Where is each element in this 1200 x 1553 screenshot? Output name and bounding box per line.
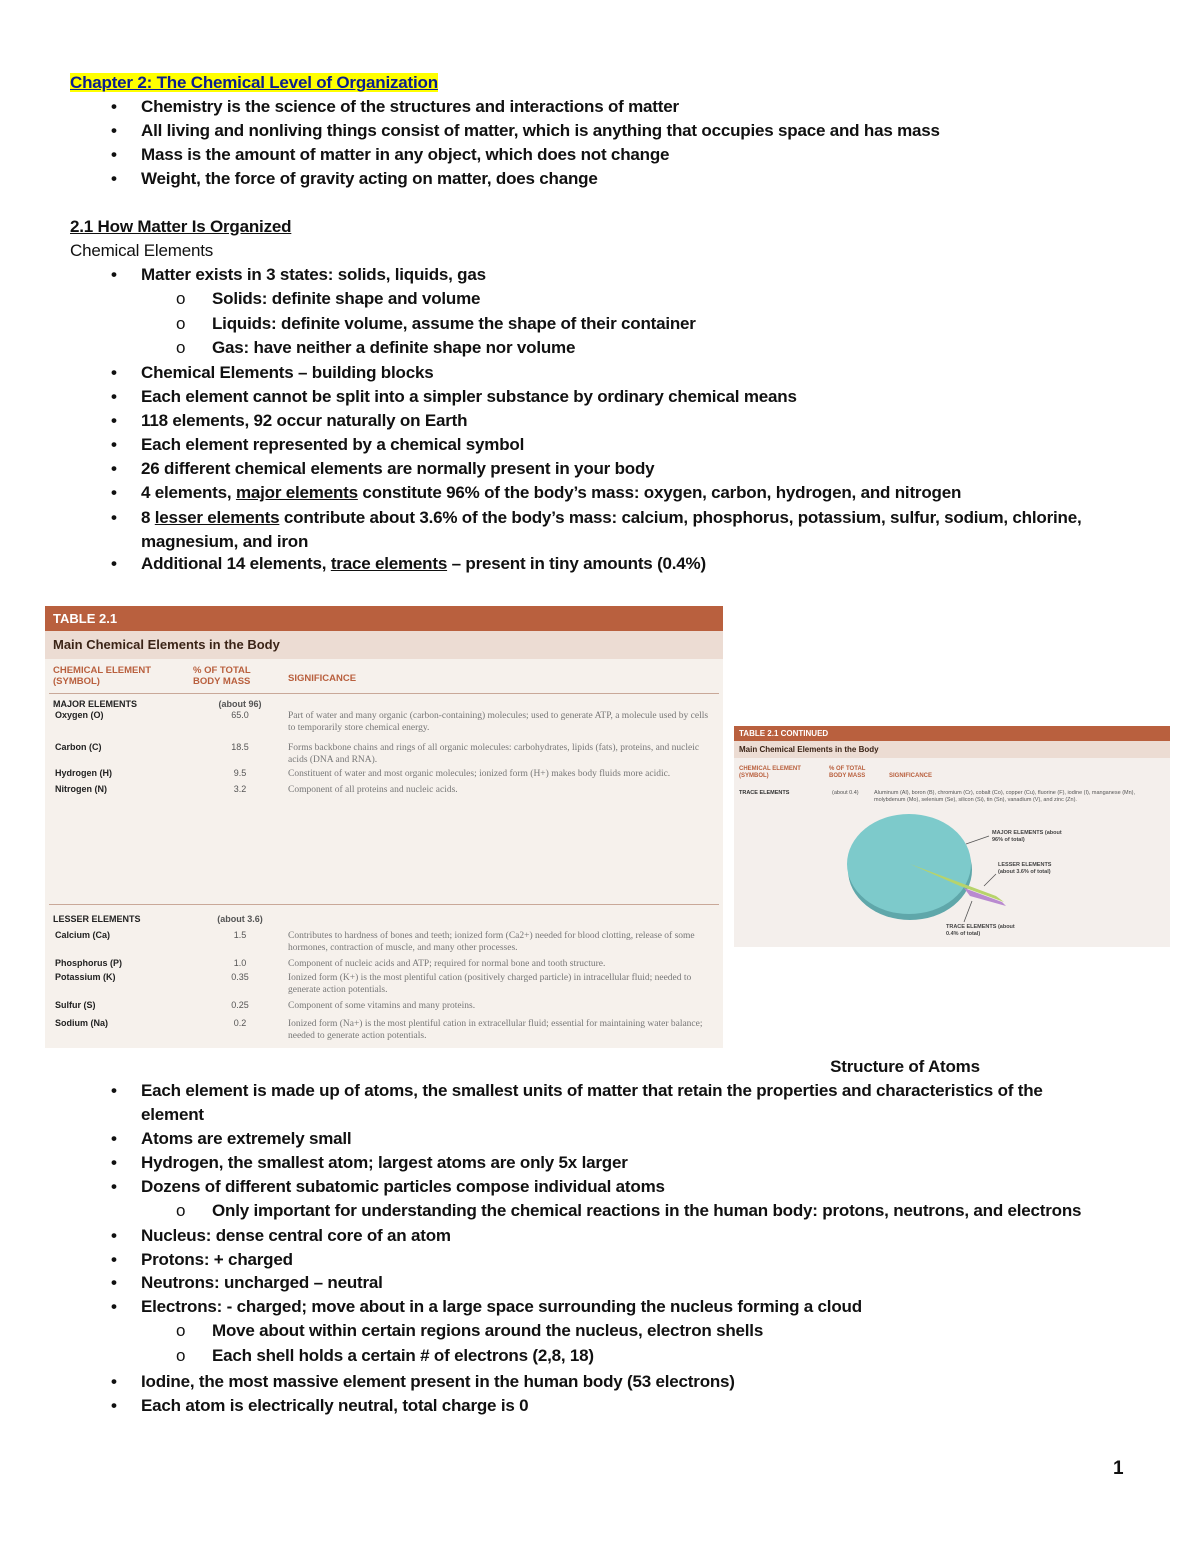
bullet-protons: • Protons: + charged bbox=[141, 1248, 293, 1272]
pie-label-lesser: LESSER ELEMENTS (about 3.6% of total) bbox=[998, 862, 1052, 875]
row-percent: 0.25 bbox=[231, 1000, 249, 1010]
row-significance: Contributes to hardness of bones and teeth; ionized form (Ca2+) needed for blood clotting, release of some hormones, contraction of muscle, and many other processes. bbox=[288, 931, 695, 953]
bullet-cannot-split: • Each element cannot be split into a simpler substance by ordinary chemical means bbox=[141, 385, 797, 409]
row-percent: 18.5 bbox=[231, 742, 249, 752]
table-title: Main Chemical Elements in the Body bbox=[45, 631, 723, 659]
table-continued-title: Main Chemical Elements in the Body bbox=[734, 741, 1170, 758]
bullet-subatomic: • Dozens of different subatomic particles compose individual atoms bbox=[141, 1175, 665, 1199]
table-main-elements: TABLE 2.1 Main Chemical Elements in the Body CHEMICAL ELEMENT (SYMBOL) % OF TOTAL BODY MASS SIGNIFICANCE MAJOR ELEMENTS (about 96) LESSER ELEMENTS (about 3.6) Oxygen (O) 65.0 Part of water and many organic (carbon-containing) molecules; used to generate ATP, a molecule used by cells to temporarily store chemical energy. Carbon (C) 18.5 Forms backbone chains and rings of all organic molecules: carbohydrates, lipids (fats), proteins, and nucleic acids (DNA and RNA). Hydrogen (H) 9.5 Constituent of water and most organic molecules; ionized form (H+) makes body fluids more acidic. Nitrogen (N) 3.2 Component of all proteins and nucleic acids. Calcium (Ca) 1.5 Contributes to hardness of bones and teeth; ionized form (Ca2+) needed for blood clotting, release of some hormones, contraction of muscle, and many other processes. Phosphorus (P) 1.0 Component of nucleic acids and ATP; required for normal bone and tooth structure. Potassium (K) 0.35 Ionized form (K+) is the most plentiful cation (positively charged particle) in intracellular fluid; needed to generate action potentials. Sulfur (S) 0.25 Component of some vitamins and many proteins. Sodium (Na) 0.2 Ionized form (Na+) is the most plentiful cation in extracellular fluid; essential for maintaining water balance; needed to generate action potentials. bbox=[45, 606, 723, 1048]
trace-row-text: Aluminum (Al), boron (B), chromium (Cr), cobalt (Co), copper (Cu), fluorine (F), iodine (I), manganese (Mn), molybdenum (Mo), selenium (Se), silicon (Si), tin (Sn), vanadium (V), and zinc (Zn). bbox=[874, 790, 1136, 803]
row-significance: Part of water and many organic (carbon-containing) molecules; used to generate ATP, a molecule used by cells to temporarily store chemical energy. bbox=[288, 711, 709, 733]
sub-solids: o Solids: definite shape and volume bbox=[212, 287, 480, 311]
row-element: Hydrogen (H) bbox=[55, 768, 112, 778]
leader-trace bbox=[964, 901, 972, 922]
chapter-title: Chapter 2: The Chemical Level of Organization bbox=[70, 73, 438, 92]
bullet-lesser-elements: • 8 lesser elements contribute about 3.6% of the body’s mass: calcium, phosphorus, potassium, sulfur, sodium, chlorine, magnesium, and iron bbox=[141, 506, 1121, 554]
pie-slice-major bbox=[847, 814, 971, 914]
pie-label-major: MAJOR ELEMENTS (about 96% of total) bbox=[992, 830, 1062, 843]
bullet-states: • Matter exists in 3 states: solids, liquids, gas bbox=[141, 263, 486, 287]
table-column-headers bbox=[45, 659, 723, 693]
bullet-neutral: • Each atom is electrically neutral, total charge is 0 bbox=[141, 1394, 528, 1418]
bullet-trace-elements: • Additional 14 elements, trace elements – present in tiny amounts (0.4%) bbox=[141, 552, 706, 576]
col-element-header: CHEMICAL ELEMENT (SYMBOL) bbox=[53, 665, 151, 687]
bullet-hydrogen: • Hydrogen, the smallest atom; largest atoms are only 5x larger bbox=[141, 1151, 628, 1175]
row-significance: Ionized form (K+) is the most plentiful cation (positively charged particle) in intracellular fluid; needed to generate action potentials. bbox=[288, 973, 692, 995]
col-percent-header: % OF TOTAL BODY MASS bbox=[193, 665, 251, 687]
bullet-major-elements: • 4 elements, major elements constitute 96% of the body’s mass: oxygen, carbon, hydrogen, and nitrogen bbox=[141, 481, 961, 505]
col-significance-header: SIGNIFICANCE bbox=[288, 673, 357, 684]
leader-major bbox=[966, 836, 989, 844]
row-significance: Component of all proteins and nucleic acids. bbox=[288, 785, 458, 795]
trace-row-label: TRACE ELEMENTS bbox=[739, 790, 790, 796]
bullet-building-blocks: • Chemical Elements – building blocks bbox=[141, 361, 433, 385]
col-element-header: CHEMICAL ELEMENT (SYMBOL) bbox=[739, 766, 801, 779]
row-element: Phosphorus (P) bbox=[55, 958, 122, 968]
atoms-title: Structure of Atoms bbox=[830, 1057, 980, 1076]
bullet-atoms-small: • Atoms are extremely small bbox=[141, 1127, 351, 1151]
bullet-chemistry: • Chemistry is the science of the structures and interactions of matter bbox=[141, 95, 679, 119]
row-significance: Ionized form (Na+) is the most plentiful cation in extracellular fluid; essential for maintaining water balance; needed to generate action potentials. bbox=[288, 1019, 703, 1041]
row-significance: Component of some vitamins and many proteins. bbox=[288, 1001, 476, 1011]
bullet-symbol: • Each element represented by a chemical symbol bbox=[141, 433, 524, 457]
col-significance-header: SIGNIFICANCE bbox=[889, 773, 933, 779]
bullet-element-count: • 118 elements, 92 occur naturally on Earth bbox=[141, 409, 467, 433]
table-rule-lesser bbox=[49, 904, 719, 905]
subsection-title: Chemical Elements bbox=[70, 241, 214, 260]
sub-shell-count: o Each shell holds a certain # of electrons (2,8, 18) bbox=[212, 1344, 594, 1368]
row-element: Sulfur (S) bbox=[55, 1000, 96, 1010]
trace-row-total: (about 0.4) bbox=[832, 790, 859, 796]
sub-gas: o Gas: have neither a definite shape nor volume bbox=[212, 336, 575, 360]
row-significance: Forms backbone chains and rings of all organic molecules: carbohydrates, lipids (fats), proteins, and nucleic acids (DNA and RNA). bbox=[288, 743, 700, 765]
sub-electron-shells: o Move about within certain regions around the nucleus, electron shells bbox=[212, 1319, 763, 1343]
table-label: TABLE 2.1 bbox=[45, 606, 723, 631]
row-percent: 9.5 bbox=[233, 768, 247, 778]
sub-liquids: o Liquids: definite volume, assume the shape of their container bbox=[212, 312, 696, 336]
table-continued bbox=[734, 726, 1170, 947]
row-percent: 65.0 bbox=[231, 710, 249, 720]
bullet-in-body: • 26 different chemical elements are normally present in your body bbox=[141, 457, 654, 481]
table-continued-label: TABLE 2.1 CONTINUED bbox=[734, 726, 1170, 741]
row-percent: 1.5 bbox=[233, 930, 247, 940]
bullet-mass: • Mass is the amount of matter in any object, which does not change bbox=[141, 143, 669, 167]
page-number: 1 bbox=[1113, 1458, 1124, 1479]
row-percent: 0.2 bbox=[233, 1018, 247, 1028]
row-element: Calcium (Ca) bbox=[55, 930, 111, 940]
col-percent-header: % OF TOTAL BODY MASS bbox=[829, 766, 866, 779]
bullet-atoms-made-of: • Each element is made up of atoms, the smallest units of matter that retain the properties and characteristics of the element bbox=[141, 1079, 1101, 1127]
row-element: Carbon (C) bbox=[55, 742, 102, 752]
section-title: 2.1 How Matter Is Organized bbox=[70, 217, 292, 236]
bullet-matter: • All living and nonliving things consist of matter, which is anything that occupies space and has mass bbox=[141, 119, 940, 143]
row-percent: 0.35 bbox=[231, 972, 249, 982]
bullet-neutrons: • Neutrons: uncharged – neutral bbox=[141, 1271, 383, 1295]
row-element: Sodium (Na) bbox=[55, 1018, 108, 1028]
bullet-nucleus: • Nucleus: dense central core of an atom bbox=[141, 1224, 451, 1248]
leader-lesser bbox=[984, 874, 996, 886]
bullet-electrons: • Electrons: - charged; move about in a large space surrounding the nucleus forming a cloud bbox=[141, 1295, 862, 1319]
row-element: Potassium (K) bbox=[55, 972, 116, 982]
pie-label-trace: TRACE ELEMENTS (about 0.4% of total) bbox=[946, 924, 1015, 937]
sub-important-particles: o Only important for understanding the chemical reactions in the human body: protons, neutrons, and electrons bbox=[212, 1199, 1081, 1223]
row-percent: 1.0 bbox=[233, 958, 247, 968]
row-element: Nitrogen (N) bbox=[55, 784, 107, 794]
row-significance: Component of nucleic acids and ATP; required for normal bone and tooth structure. bbox=[288, 959, 606, 969]
row-significance: Constituent of water and most organic molecules; ionized form (H+) makes body fluids more acidic. bbox=[288, 769, 671, 779]
row-percent: 3.2 bbox=[233, 784, 247, 794]
body-mass-pie-chart bbox=[734, 726, 1170, 947]
pie-slice-trace bbox=[964, 888, 1006, 906]
table-rule bbox=[49, 693, 719, 694]
bullet-weight: • Weight, the force of gravity acting on matter, does change bbox=[141, 167, 598, 191]
row-element: Oxygen (O) bbox=[55, 710, 104, 720]
bullet-iodine: • Iodine, the most massive element present in the human body (53 electrons) bbox=[141, 1370, 735, 1394]
